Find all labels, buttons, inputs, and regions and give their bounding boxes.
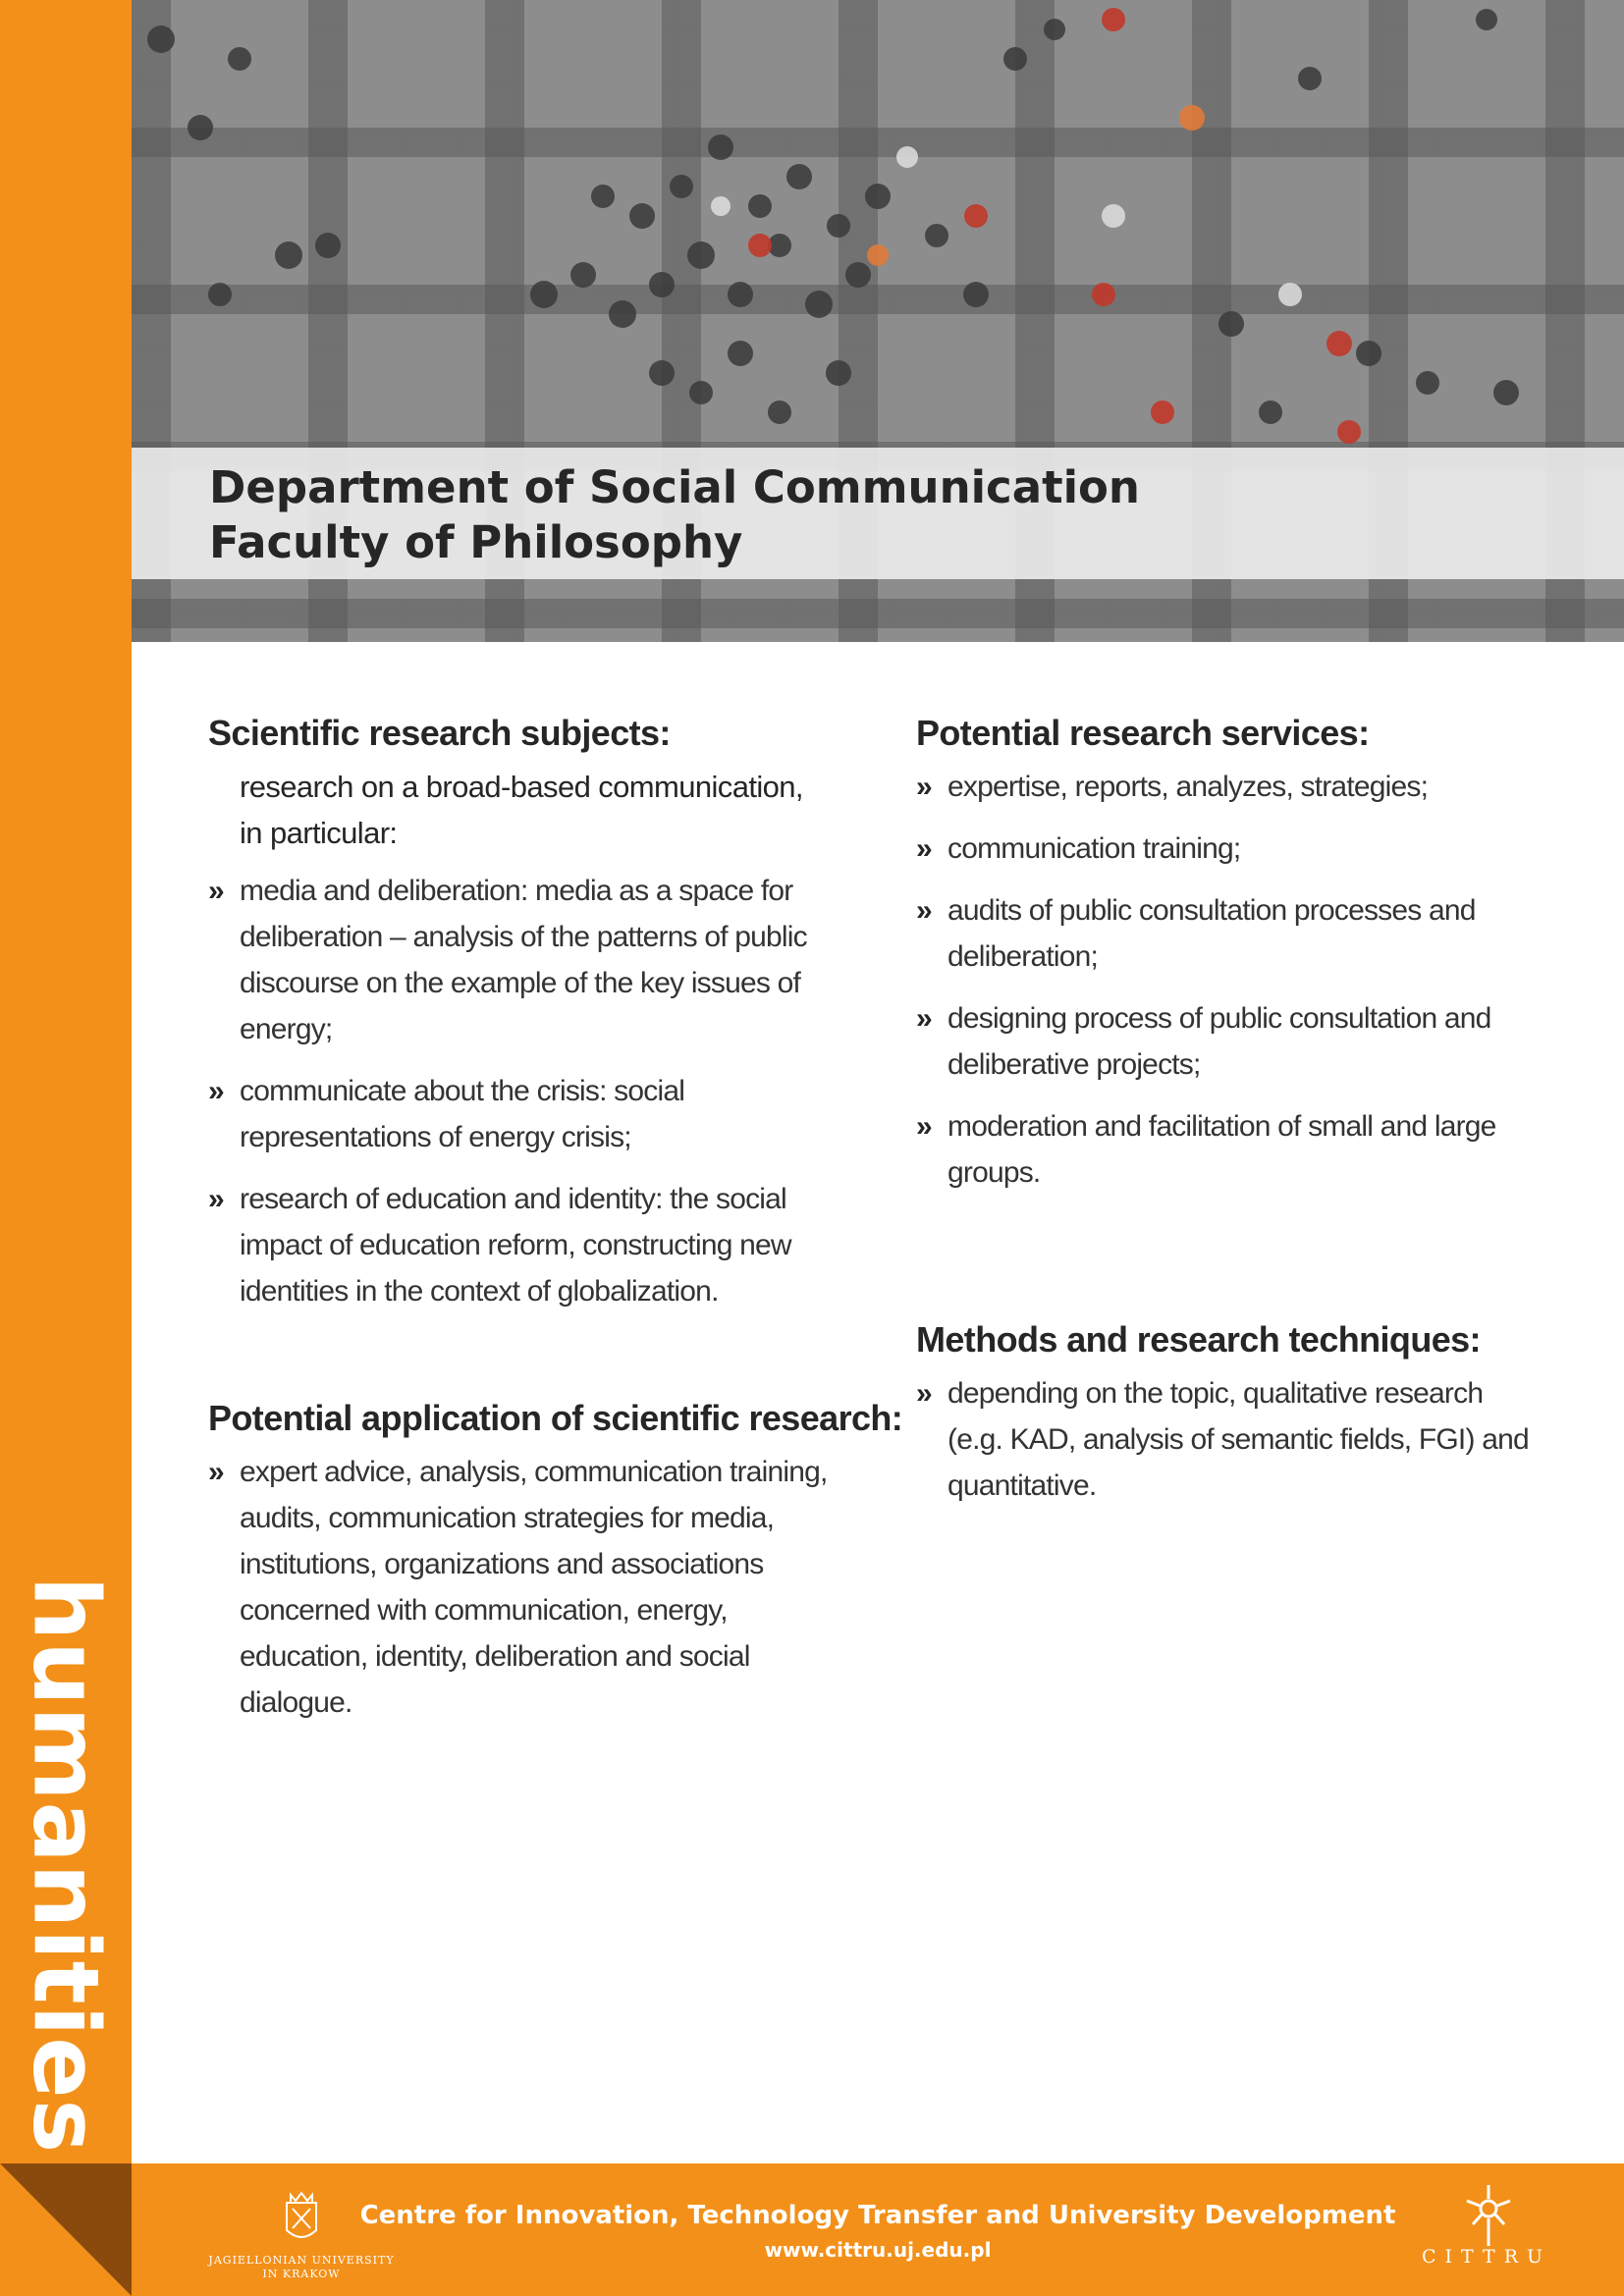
university-city-line: IN KRAKOW: [262, 2268, 341, 2280]
hero-photo: [132, 0, 1624, 642]
list-item-text: research of education and identity: the social impact of education reform, constructing new identities in the context of globalization.: [240, 1183, 791, 1308]
section-application: [208, 1398, 903, 1741]
list-item-text: depending on the topic, qualitative research (e.g. KAD, analysis of semantic fields, FGI) and quantitative.: [947, 1377, 1529, 1502]
section-services: [916, 713, 1544, 1211]
list-item: [208, 1068, 837, 1160]
footer-website-link[interactable]: www.cittru.uj.edu.pl: [764, 2238, 992, 2262]
list-item: [208, 868, 837, 1052]
list-item: [916, 995, 1544, 1088]
corner-fold: [0, 2163, 132, 2296]
list-item-text: designing process of public consultation and deliberative projects;: [947, 1002, 1491, 1081]
section-heading: Scientific research subjects:: [208, 713, 671, 753]
bullet-list: [208, 1449, 837, 1726]
cittru-logo: [1408, 2181, 1565, 2279]
cittru-star-icon: [1408, 2181, 1565, 2246]
section-intro-line: in particular:: [240, 816, 398, 850]
list-item: [916, 826, 1544, 872]
list-item: [916, 887, 1544, 980]
list-item: [916, 1370, 1544, 1509]
list-item-text: communicate about the crisis: social representations of energy crisis;: [240, 1075, 685, 1153]
bullet-icon: »: [208, 875, 224, 907]
footer-centre-name: Centre for Innovation, Technology Transfer and University Development: [359, 2201, 1396, 2230]
list-item-text: communication training;: [947, 832, 1241, 865]
bullet-icon: »: [208, 1075, 224, 1107]
section-research-subjects: [208, 713, 837, 1330]
bullet-icon: »: [916, 1110, 932, 1143]
title-band: [132, 448, 1624, 579]
bullet-icon: »: [916, 832, 932, 865]
bullet-icon: »: [208, 1183, 224, 1215]
sidebar-band: [0, 0, 132, 2163]
list-item: [916, 1103, 1544, 1196]
bullet-list: [916, 1370, 1544, 1509]
bullet-icon: »: [916, 894, 932, 927]
bullet-icon: »: [916, 1002, 932, 1035]
university-name-line: JAGIELLONIAN UNIVERSITY: [208, 2254, 395, 2267]
university-logo: [208, 2183, 395, 2281]
list-item-text: expert advice, analysis, communication training, audits, communication strategies for media, institutions, organizations and associations concerned with communication, energy, education, identity, deliberation and social dialogue.: [240, 1456, 828, 1719]
section-intro: [240, 764, 837, 856]
page-title-faculty: Faculty of Philosophy: [209, 516, 743, 568]
bullet-icon: »: [916, 1377, 932, 1410]
list-item-text: media and deliberation: media as a space for deliberation – analysis of the patterns of public discourse on the example of the key issues of energy;: [240, 875, 807, 1045]
list-item-text: expertise, reports, analyzes, strategies;: [947, 771, 1429, 803]
list-item: [916, 764, 1544, 810]
bullet-icon: »: [916, 771, 932, 803]
list-item-text: moderation and facilitation of small and large groups.: [947, 1110, 1496, 1189]
section-heading: Potential application of scientific research:: [208, 1398, 903, 1438]
list-item: [208, 1176, 837, 1314]
footer-band: [132, 2163, 1624, 2296]
list-item: [208, 1449, 837, 1726]
bullet-list: [916, 764, 1544, 1196]
page-title-department: Department of Social Communication: [209, 461, 1140, 513]
bullet-list: [208, 868, 837, 1314]
cittru-logo-text: CITTRU: [1421, 2246, 1552, 2268]
bullet-icon: »: [208, 1456, 224, 1488]
corner-fold-shadow: [0, 2163, 132, 2296]
sidebar-category-label: humanities: [13, 1575, 119, 2155]
section-intro-line: research on a broad-based communication,: [240, 770, 803, 804]
section-methods: [916, 1319, 1544, 1524]
list-item-text: audits of public consultation processes and deliberation;: [947, 894, 1476, 973]
section-heading: Potential research services:: [916, 713, 1370, 753]
section-heading: Methods and research techniques:: [916, 1319, 1481, 1360]
